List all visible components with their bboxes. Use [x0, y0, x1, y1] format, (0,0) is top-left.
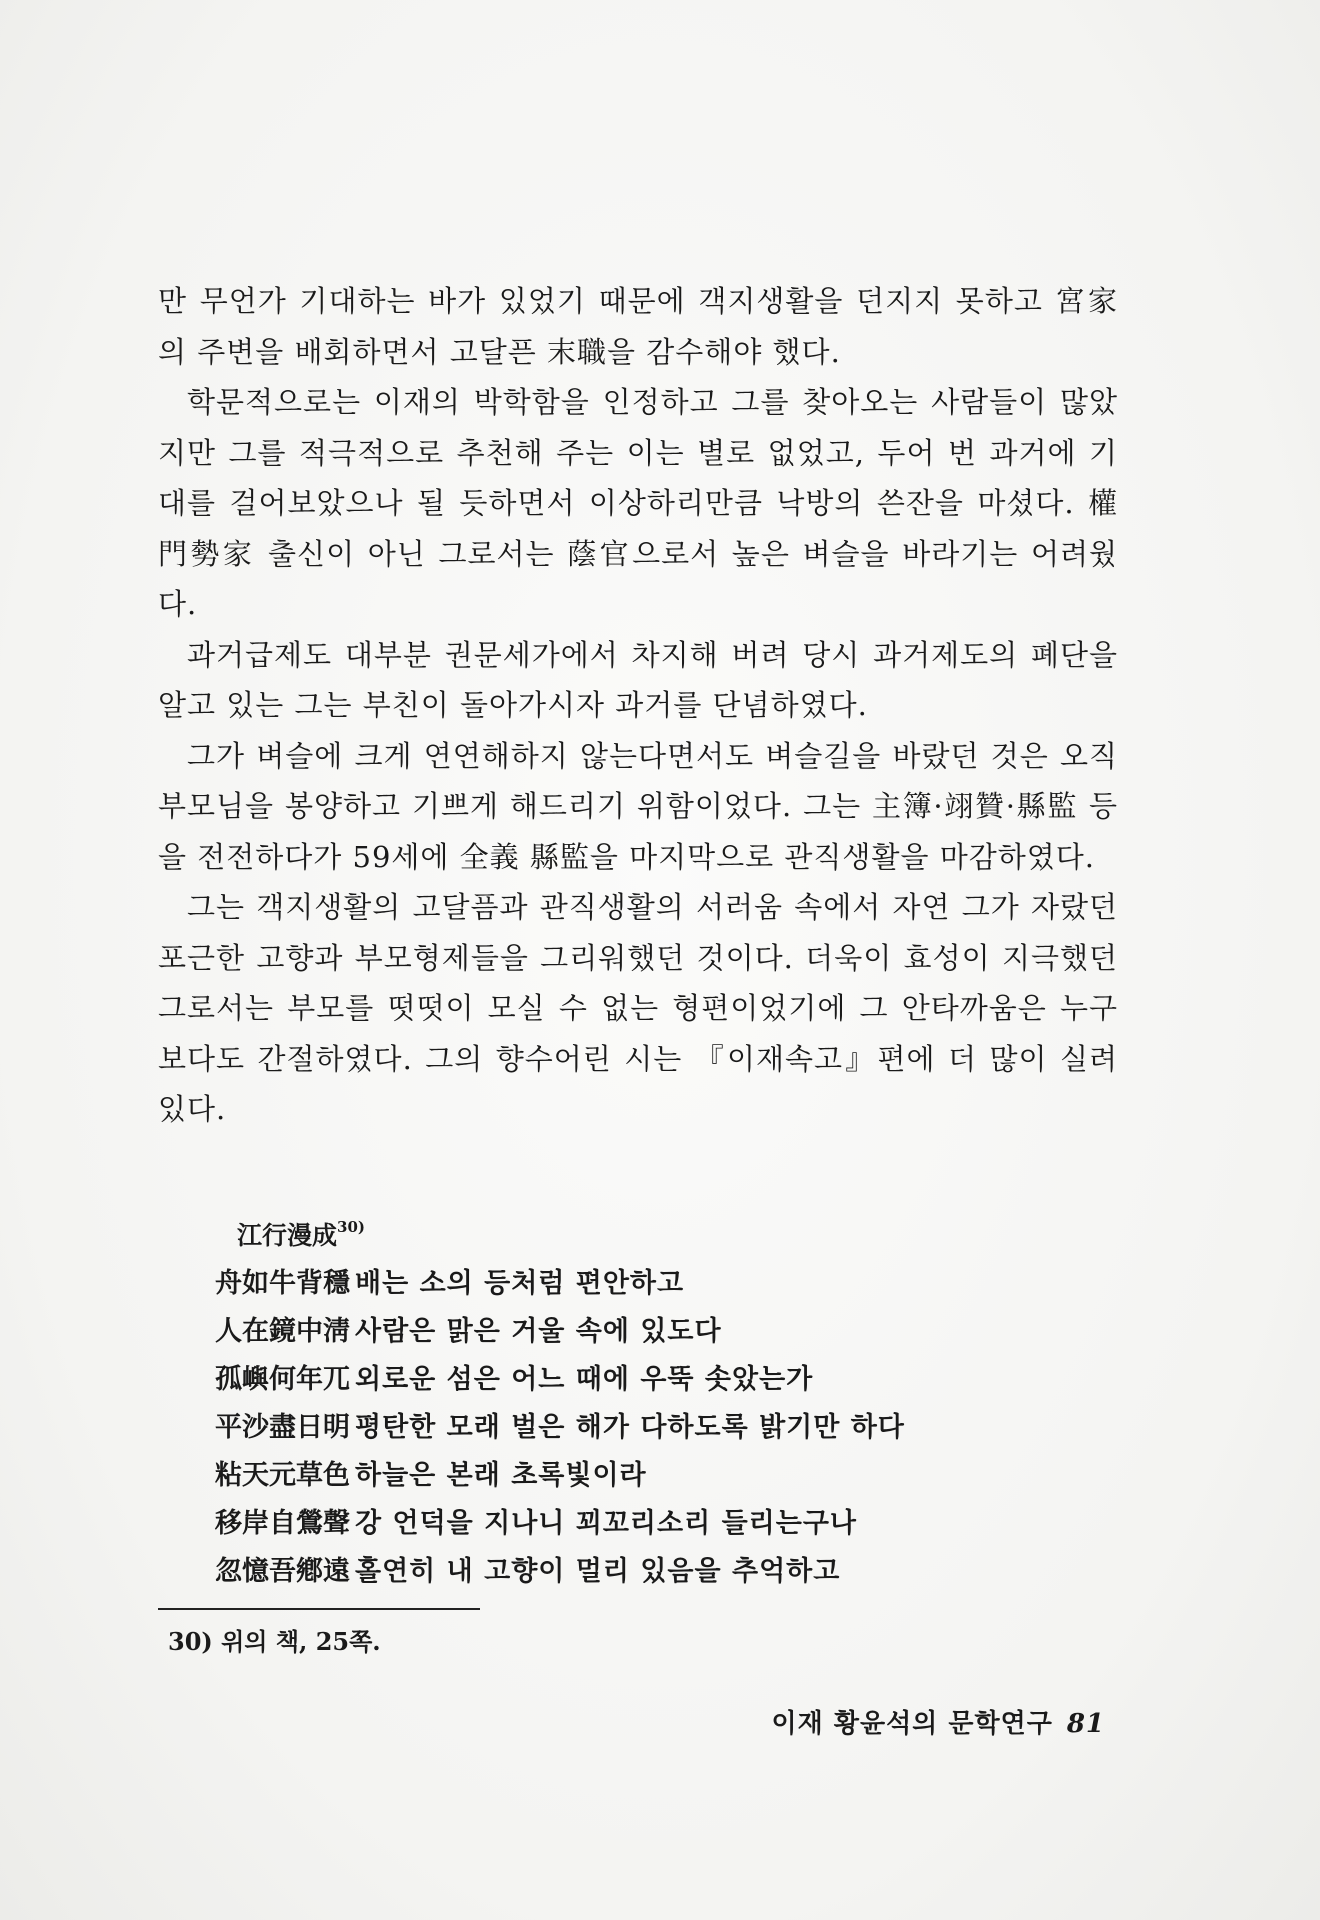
poem-line — [215, 1308, 1115, 1356]
page-number: 81 — [1066, 1709, 1105, 1739]
poem-line-hanja: 粘天元草色 — [215, 1460, 350, 1491]
paragraph: 학문적으로는 이재의 박학함을 인정하고 그를 찾아오는 사람들이 많았지만 그를 적극적으로 추천해 주는 이는 별로 없었고, 두어 번 과거에 기대를 걸어보았으나 될 듯하면서 이상하리만큼 낙방의 쓴잔을 마셨다. 權門勢家 출신이 아닌 그로서는 蔭官으로서 높은 벼슬을 바라기는 어려웠다. — [158, 385, 1118, 621]
poem-title — [237, 1212, 1115, 1260]
poem-line-translation: 평탄한 모래 벌은 해가 다하도록 밝기만 하다 — [355, 1412, 905, 1443]
poem-line-translation: 외로운 섬은 어느 때에 우뚝 솟았는가 — [355, 1364, 814, 1395]
poem-line-hanja: 舟如牛背穩 — [215, 1268, 350, 1299]
poem-title-text: 江行漫成 — [237, 1221, 338, 1250]
poem-line — [215, 1548, 1115, 1596]
poem-line-hanja: 孤嶼何年兀 — [215, 1364, 350, 1395]
poem-line — [215, 1404, 1115, 1452]
poem-line-translation: 배는 소의 등처럼 편안하고 — [355, 1268, 685, 1299]
running-footer — [772, 1706, 1105, 1742]
poem-line-hanja: 平沙盡日明 — [215, 1412, 350, 1443]
paragraph: 과거급제도 대부분 권문세가에서 차지해 버려 당시 과거제도의 폐단을 알고 있는 그는 부친이 돌아가시자 과거를 단념하였다. — [158, 637, 1118, 722]
footnote-divider — [158, 1608, 480, 1610]
poem-line-translation: 하늘은 본래 초록빛이라 — [355, 1460, 647, 1491]
paragraph: 그가 벼슬에 크게 연연해하지 않는다면서도 벼슬길을 바랐던 것은 오직 부모님을 봉양하고 기쁘게 해드리기 위함이었다. 그는 主簿·翊贊·縣監 등을 전전하다가 59세에 全義 縣監을 마지막으로 관직생활을 마감하였다. — [158, 738, 1118, 874]
poem-line-hanja: 移岸自鶯聲 — [215, 1508, 350, 1539]
poem-line — [215, 1260, 1115, 1308]
poem-line — [215, 1452, 1115, 1500]
footnote: 30) 위의 책, 25쪽. — [168, 1627, 381, 1656]
poem-line-translation: 홀연히 내 고향이 멀리 있음을 추억하고 — [355, 1556, 841, 1587]
body-text — [158, 276, 1118, 1135]
poem-line — [215, 1500, 1115, 1548]
poem-line-hanja: 忽憶吾鄕遠 — [215, 1556, 350, 1587]
poem-line — [215, 1356, 1115, 1404]
paragraph: 그는 객지생활의 고달픔과 관직생활의 서러움 속에서 자연 그가 자랐던 포근한 고향과 부모형제들을 그리워했던 것이다. 더욱이 효성이 지극했던 그로서는 부모를 떳떳이 모실 수 없는 형편이었기에 그 안타까움은 누구보다도 간절하였다. 그의 향수어린 시는 『이재속고』편에 더 많이 실려 있다. — [158, 890, 1118, 1126]
footnote-reference: 30) — [337, 1218, 365, 1236]
poem-line-hanja: 人在鏡中淸 — [215, 1316, 350, 1347]
poem — [215, 1212, 1115, 1596]
poem-line-translation: 강 언덕을 지나니 꾀꼬리소리 들리는구나 — [355, 1508, 857, 1539]
running-title: 이재 황윤석의 문학연구 — [771, 1709, 1053, 1739]
poem-line-translation: 사람은 맑은 거울 속에 있도다 — [355, 1316, 722, 1347]
paragraph: 만 무언가 기대하는 바가 있었기 때문에 객지생활을 던지지 못하고 宮家의 주변을 배회하면서 고달픈 末職을 감수해야 했다. — [158, 284, 1118, 369]
